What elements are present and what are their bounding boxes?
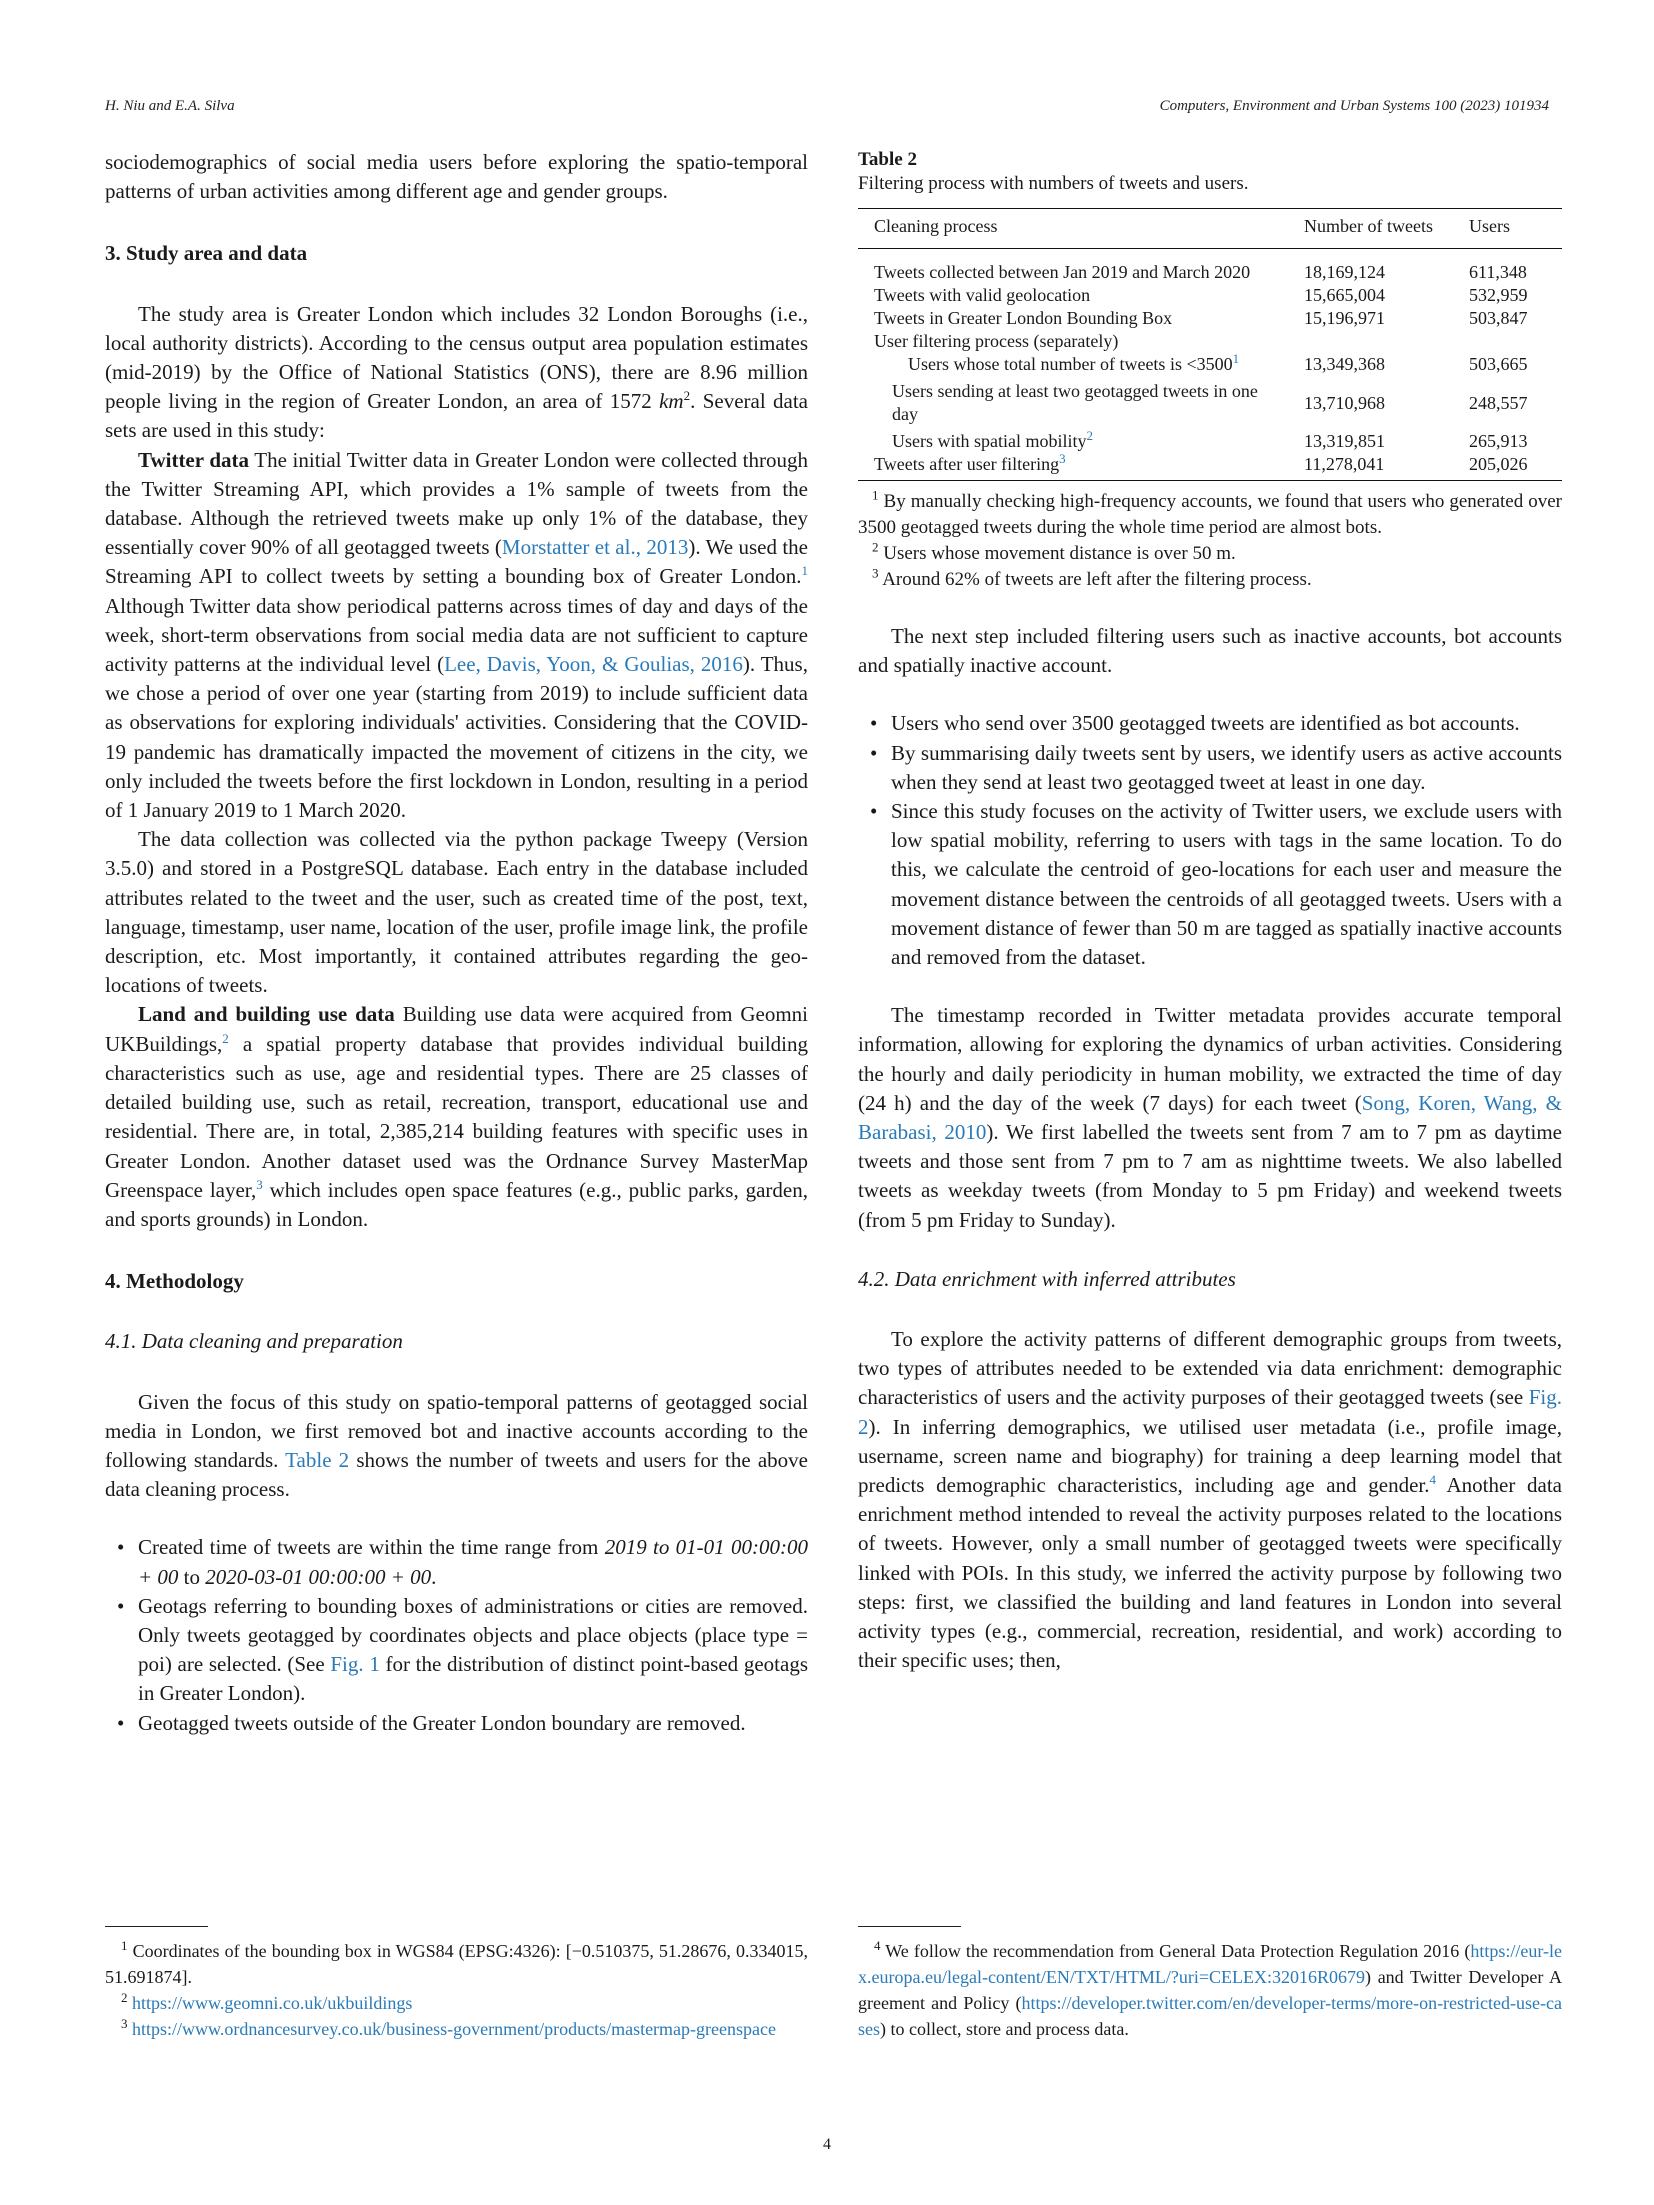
table-row: Users sending at least two geotagged tweets in one day 13,710,968 248,557: [892, 381, 1528, 424]
list-item: • Users who send over 3500 geotagged tweets are identified as bot accounts.: [858, 709, 1562, 738]
table-header-row: [858, 209, 1562, 249]
table-footnote-2: $^2$ Users whose movement distance is over 50 m.: [872, 539, 1236, 564]
paragraph-data-collection: The data collection was collected via the python package Tweepy (Version 3.5.0) and stored in a PostgreSQL database. Each entry in the database included attributes related to the tweet and the user, such as created time of the post, text, language, timestamp, user name, location of the user, profile image link, the profile description, etc. Most importantly, it contained attributes regarding the geo-locations of tweets.: [105, 827, 808, 998]
table-header: Number of tweets: [1288, 209, 1453, 249]
user-filter-list: [858, 709, 1562, 972]
paragraph-study-area: The study area is Greater London which includes 32 London Boroughs (i.e., local authority districts). According to the census output area population estimates (mid-2019) by the Office of National Statistics (ONS), there are 8.96 million people living in the region of Greater London, an area of 1572 $km^2$. Several data sets are used in this study:: [105, 301, 808, 443]
land-use-label: Land and building use data: [138, 1002, 395, 1027]
table-footnotes: [858, 489, 1562, 593]
table-header: Cleaning process: [858, 209, 1288, 249]
footnote-ref-1[interactable]: 1: [801, 563, 808, 579]
table-row: Tweets in Greater London Bounding Box 15,196,971 503,847: [874, 308, 1528, 328]
table-footnote-1: $^1$ By manually checking high-frequency accounts, we found that users who generated over 3500 geotagged tweets during the whole time period are almost bots.: [858, 487, 1562, 538]
table-2-link[interactable]: Table 2: [285, 1447, 350, 1472]
footnote-ref-3[interactable]: 3: [256, 1176, 263, 1192]
cleaning-criteria-list: [105, 1533, 808, 1737]
running-header-journal: Computers, Environment and Urban Systems 100 (2023) 101934: [1159, 98, 1549, 114]
citation-song[interactable]: Song, Koren, Wang, & Barabasi, 2010: [858, 1090, 1563, 1145]
list-item: • By summarising daily tweets sent by users, we identify users as active accounts when they send at least two geotagged tweet at least in one day.: [858, 739, 1562, 797]
footnote-2: $^2$ https://www.geomni.co.uk/ukbuildings: [121, 1990, 413, 2013]
table-row: Users with spatial mobility$^2$ 13,319,851 265,913: [892, 428, 1528, 451]
footnote-ref-4[interactable]: 4: [1429, 1472, 1436, 1488]
table-row: Tweets with valid geolocation 15,665,004 532,959: [874, 285, 1528, 305]
left-column: [105, 148, 808, 1738]
unit-km: km: [659, 389, 684, 414]
paragraph-data-cleaning: Given the focus of this study on spatio-temporal patterns of geotagged social media in London, we first removed bot and inactive accounts according to the following standards. Table 2 shows the number of tweets and users for the above data cleaning process.: [105, 1389, 808, 1502]
right-column: [858, 148, 1562, 1676]
table-row: User filtering process (separately): [874, 331, 1119, 351]
paragraph-land-use: Land and building use data Building use data were acquired from Geomni UKBuildings,$^2$ a spatial property database that provides individual building characteristics such as use, age and residential types. There are 25 classes of detailed building use, such as retail, recreation, transport, educational use and residential. There are, in total, 2,385,214 building features with specific uses in Greater London. Another dataset used was the Ordnance Survey MasterMap Greenspace layer,$^3$ which includes open space features (e.g., public parks, garden, and sports grounds) in London.: [105, 1002, 809, 1231]
running-header-authors: H. Niu and E.A. Silva: [105, 98, 235, 114]
list-item: • Geotagged tweets outside of the Greater London boundary are removed.: [105, 1709, 808, 1738]
footnote-3-url[interactable]: https://www.ordnancesurvey.co.uk/business-government/products/mastermap-greenspace: [132, 2019, 776, 2039]
footnote-3: $^3$ https://www.ordnancesurvey.co.uk/business-government/products/mastermap-greenspace: [121, 2016, 776, 2039]
table-row: Users whose total number of tweets is $<3500^1$ 13,349,368 503,665: [908, 351, 1528, 374]
section-heading-study-area: 3. Study area and data: [105, 241, 308, 266]
paragraph-timestamp: The timestamp recorded in Twitter metadata provides accurate temporal information, allowing for exploring the dynamics of urban activities. Considering the hourly and daily periodicity in human mobility, we extracted the time of day (24 h) and the day of the week (7 days) for each tweet (Song, Koren, Wang, & Barabasi, 2010). We first labelled the tweets sent from 7 am to 7 pm as daytime tweets and those sent from 7 pm to 7 am as nighttime tweets. We also labelled tweets as weekday tweets (from Monday to 5 pm Friday) and weekend tweets (from 5 pm Friday to Sunday).: [858, 1003, 1563, 1232]
twitter-data-label: Twitter data: [138, 447, 249, 472]
filtering-table: [858, 208, 1562, 481]
figure-1-link[interactable]: Fig. 1: [330, 1652, 380, 1677]
list-item: • Geotags referring to bounding boxes of administrations or cities are removed. Only tweets geotagged by coordinates objects and place objects (place type = poi) are selected. (See Fig. 1 for the distribution of distinct point-based geotags in Greater London).: [105, 1592, 808, 1709]
page-number: 4: [823, 2136, 831, 2153]
list-item: • Since this study focuses on the activity of Twitter users, we exclude users with low spatial mobility, referring to users with tags in the same location. To do this, we calculate the centroid of geo-locations for each user and measure the movement distance between the centroids of all geotagged tweets. Users with a movement distance of fewer than 50 m are tagged as spatially inactive accounts and removed from the dataset.: [858, 797, 1562, 972]
gdpr-url[interactable]: https://eur-lex.europa.eu/legal-content/EN/TXT/HTML/?uri=CELEX:32016R0679: [858, 1941, 1562, 1987]
footnote-4: $^4$ We follow the recommendation from General Data Protection Regulation 2016 (https://eur-lex.europa.eu/legal-content/EN/TXT/HTML/?uri=CELEX:32016R0679) and Twitter Developer Agreement and Policy (https://developer.twitter.com/en/developer-terms/more-on-restricted-use-cases) to collect, store and process data.: [858, 1938, 1562, 2039]
paragraph-data-enrichment: To explore the activity patterns of different demographic groups from tweets, two types of attributes needed to be extended via data enrichment: demographic characteristics of users and the activity purposes of their geotagged tweets (see Fig. 2). In inferring demographics, we utilised user metadata (i.e., profile image, username, screen name and biography) for training a deep learning model that predicts demographic characteristics, including age and gender.$^4$ Another data enrichment method intended to reveal the activity purposes related to the locations of tweets. However, only a small number of geotagged tweets were specifically linked with POIs. In this study, we inferred the activity purpose by following two steps: first, we classified the building and land features in London into several activity types (e.g., commercial, recreation, residential, and work) according to their specific uses; then,: [858, 1327, 1562, 1673]
table-title: Table 2: [858, 149, 917, 170]
paragraph-next-step: The next step included filtering users such as inactive accounts, bot accounts and spatially inactive account.: [858, 624, 1562, 678]
table-footnote-3: $^3$ Around 62% of tweets are left after the filtering process.: [872, 565, 1312, 590]
citation-morstatter[interactable]: Morstatter et al., 2013: [501, 535, 689, 560]
table-row: Tweets after user filtering$^3$ 11,278,041 205,026: [858, 453, 1562, 481]
section-heading-methodology: 4. Methodology: [105, 1269, 244, 1294]
paragraph-intro-continued: sociodemographics of social media users before exploring the spatio-temporal patterns of urban activities among different age and gender groups.: [105, 150, 808, 204]
footnote-ref-2[interactable]: 2: [222, 1030, 229, 1046]
figure-2-link[interactable]: Fig. 2: [858, 1385, 1562, 1439]
citation-lee[interactable]: Lee, Davis, Yoon, & Goulias, 2016: [444, 652, 743, 677]
table-row: Tweets collected between Jan 2019 and March 2020 18,169,124 611,348: [874, 262, 1527, 282]
table-header: Users: [1453, 209, 1562, 249]
list-item: • Created time of tweets are within the time range from 2019 to 01-01 00:00:00 + 00 to 2020-03-01 00:00:00 + 00.: [105, 1533, 808, 1591]
footnote-2-url[interactable]: https://www.geomni.co.uk/ukbuildings: [132, 1993, 413, 2013]
table-caption: Filtering process with numbers of tweets and users.: [858, 173, 1249, 194]
subsection-heading-4-1: 4.1. Data cleaning and preparation: [105, 1329, 403, 1354]
footnotes-right: [858, 1938, 1562, 2042]
paragraph-twitter-data: Twitter data The initial Twitter data in Greater London were collected through the Twitter Streaming API, which provides a 1% sample of tweets from the database. Although the retrieved tweets make up only 1% of the database, they essentially cover 90% of all geotagged tweets (Morstatter et al., 2013). We used the Streaming API to collect tweets by setting a bounding box of Greater London.$^1$ Although Twitter data show periodical patterns across times of day and days of the week, short-term observations from social media data are not sufficient to capture activity patterns at the individual level (Lee, Davis, Yoon, & Goulias, 2016). Thus, we chose a period of over one year (starting from 2019) to include sufficient data as observations for exploring individuals' activities. Considering that the COVID-19 pandemic has dramatically impacted the movement of citizens in the city, we only included the tweets before the first lockdown in London, resulting in a period of 1 January 2019 to 1 March 2020.: [105, 447, 808, 823]
footnote-rule-left: [105, 1926, 208, 1927]
footnotes-left: [105, 1938, 808, 2042]
subsection-heading-4-2: 4.2. Data enrichment with inferred attributes: [858, 1266, 1236, 1291]
footnote-rule-right: [858, 1926, 961, 1927]
footnote-1: $^1$ Coordinates of the bounding box in WGS84 (EPSG:4326): [−0.510375, 51.28676, 0.334015, 51.691874].: [105, 1938, 808, 1987]
twitter-policy-url[interactable]: https://developer.twitter.com/en/developer-terms/more-on-restricted-use-cases: [858, 1993, 1562, 2039]
